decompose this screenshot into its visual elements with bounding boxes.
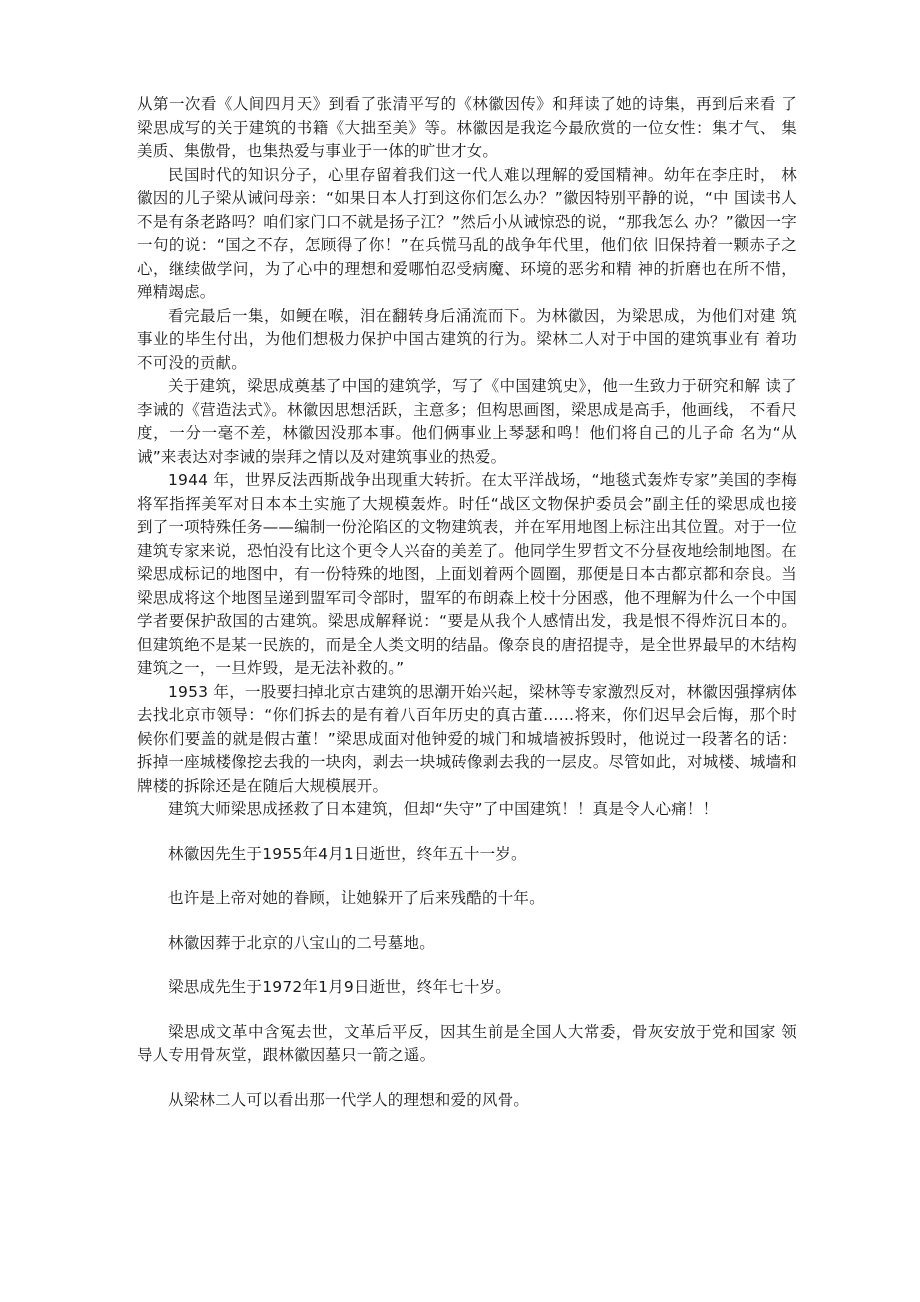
paragraph-patriotism: 民国时代的知识分子，心里存留着我们这一代人难以理解的爱国精神。幼年在李庄时， 林徽因的儿子梁从诫问母亲：“如果日本人打到这你们怎么办？”徽因特别平静的说，“中 国读书人不是有条老路吗？咱们家门口不就是扬子江？”然后小从诫惊恐的说，“那我怎么 办？”徽因一字一句的说：“国之不存，怎顾得了你！”在兵慌马乱的战争年代里，他们依 旧保持着一颗赤子之心，继续做学问，为了心中的理想和爱哪怕忍受病魔、环境的恶劣和精 神的折磨也在所不惜，殚精竭虑。 <box>137 165 797 301</box>
document-body <box>137 93 797 1112</box>
paragraph-spared: 也许是上帝对她的眷顾，让她躲开了后来残酷的十年。 <box>168 889 545 907</box>
paragraph-intro: 从第一次看《人间四月天》到看了张清平写的《林徽因传》和拜读了她的诗集，再到后来看 了梁思成写的关于建筑的书籍《大拙至美》等。林徽因是我迄今最欣赏的一位女性：集才气、 集美质、集傲骨，也集热爱与事业于一体的旷世才女。 <box>137 95 797 160</box>
paragraph-conclusion: 从梁林二人可以看出那一代学人的理想和爱的风骨。 <box>168 1090 530 1109</box>
paragraph-liang-death: 梁思成先生于1972年1月9日逝世，终年七十岁。 <box>168 978 511 996</box>
paragraph-lin-burial: 林徽因葬于北京的八宝山的二号墓地。 <box>168 933 435 952</box>
paragraph-1944: 1944 年，世界反法西斯战争出现重大转折。在太平洋战场，“地毯式轰炸专家”美国的李梅将军指挥美军对日本本土实施了大规模轰炸。时任“战区文物保护委员会”副主任的梁思成也接到了一项特殊任务——编制一份沦陷区的文物建筑表，并在军用地图上标注出其位置。对于一位建筑专家来说，恐怕没有比这个更令人兴奋的美差了。他同学生罗哲文不分昼夜地绘制地图。在梁思成标记的地图中，有一份特殊的地图，上面划着两个圆圈，那便是日本古都京都和奈良。当梁思成将这个地图呈递到盟军司令部时，盟军的布朗森上校十分困惑，他不理解为什么一个中国学者要保护敌国的古建筑。梁思成解释说：“要是从我个人感情出发，我是恨不得炸沉日本的。但建筑绝不是某一民族的，而是全人类文明的结晶。像奈良的唐招提寺，是全世界最早的木结构建筑之一，一旦炸毁，是无法补救的。” <box>137 471 797 677</box>
paragraph-lin-death: 林徽因先生于1955年4月1日逝世，终年五十一岁。 <box>168 844 527 863</box>
paragraph-architecture: 关于建筑，梁思成奠基了中国的建筑学，写了《中国建筑史》，他一生致力于研究和解 读了李诫的《营造法式》。林徽因思想活跃，主意多；但构思画图，梁思成是高手，他画线， 不看尺度，一分一毫不差，林徽因没那本事。他们俩事业上琴瑟和鸣！他们将自己的儿子命 名为“从诫”来表达对李诫的崇拜之情以及对建筑事业的热爱。 <box>137 377 797 466</box>
paragraph-heartbreak: 建筑大师梁思成拯救了日本建筑，但却“失守”了中国建筑！！真是令人心痛！！ <box>168 800 719 818</box>
paragraph-1953: 1953 年，一股要扫掉北京古建筑的思潮开始兴起，梁林等专家激烈反对，林徽因强撑病体去找北京市领导：“你们拆去的是有着八百年历史的真古董……将来，你们迟早会后悔，那个时候你们要盖的就是假古董！”梁思成面对他钟爱的城门和城墙被拆毁时，他说过一段著名的话：拆掉一座城楼像挖去我的一块肉，剥去一块城砖像剥去我的一层皮。尽管如此，对城楼、城墙和牌楼的拆除还是在随后大规模展开。 <box>137 682 797 795</box>
paragraph-last-episode: 看完最后一集，如鲠在喉，泪在翻转身后涌流而下。为林徽因，为梁思成，为他们对建 筑事业的毕生付出，为他们想极力保护中国古建筑的行为。梁林二人对于中国的建筑事业有 着功不可没的贡献。 <box>137 306 797 372</box>
paragraph-liang-rehab: 梁思成文革中含冤去世，文革后平反，因其生前是全国人大常委，骨灰安放于党和国家 领导人专用骨灰堂，跟林徽因墓只一箭之遥。 <box>137 1022 797 1064</box>
